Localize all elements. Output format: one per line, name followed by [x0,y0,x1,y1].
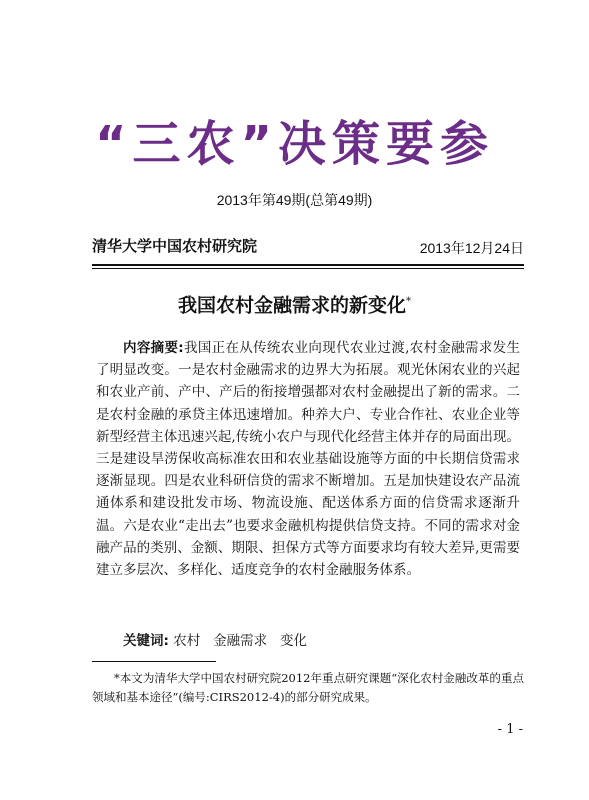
article-title [0,288,589,319]
footnote-mark: * [406,296,411,307]
article-title-text: 我国农村金融需求的新变化 [177,294,406,317]
footnote: *本文为清华大学中国农村研究院2012年重点研究课题“深化农村金融改革的重点领域和基本途径”(编号:CIRS2012-4)的部分研究成果。 [92,671,524,704]
footnote-rule [92,661,216,662]
keywords [123,630,307,652]
abstract-text: 我国正在从传统农业向现代农业过渡,农村金融需求发生了明显改变。一是农村金融需求的边界大为拓展。观光休闲农业的兴起和农业产前、产中、产后的衔接增强都对农村金融提出了新的需求。二是农村金融的承贷主体迅速增加。种养大户、专业合作社、农业企业等新型经营主体迅速兴起,传统小农户与现代化经营主体并存的局面出现。三是建设旱涝保收高标准农田和农业基础设施等方面的中长期信贷需求逐渐显现。四是农业科研信贷的需求不断增加。五是加快建设农产品流通体系和建设批发市场、物流设施、配送体系方面的信贷需求逐渐升温。六是农业“走出去”也要求金融机构提供信贷支持。不同的需求对金融产品的类别、金额、期限、担保方式等方面要求均有较大差异,更需要建立多层次、多样化、适度竞争的农村金融服务体系。 [96,340,520,579]
keywords-label: 关键词: [123,633,169,649]
header-rule-thick [92,264,524,266]
keywords-text: 农村 金融需求 变化 [168,633,307,649]
abstract [96,337,520,581]
issue-date: 2013年12月24日 [419,240,524,256]
page-number: - 1 - [497,722,523,737]
issue-line: 2013年第49期(总第49期) [216,192,373,208]
journal-title: “三农”决策要参 [94,116,495,172]
institution-name: 清华大学中国农村研究院 [92,237,258,255]
header-row [92,235,524,259]
header-rule-thin [92,268,524,269]
abstract-label: 内容摘要: [123,340,184,356]
